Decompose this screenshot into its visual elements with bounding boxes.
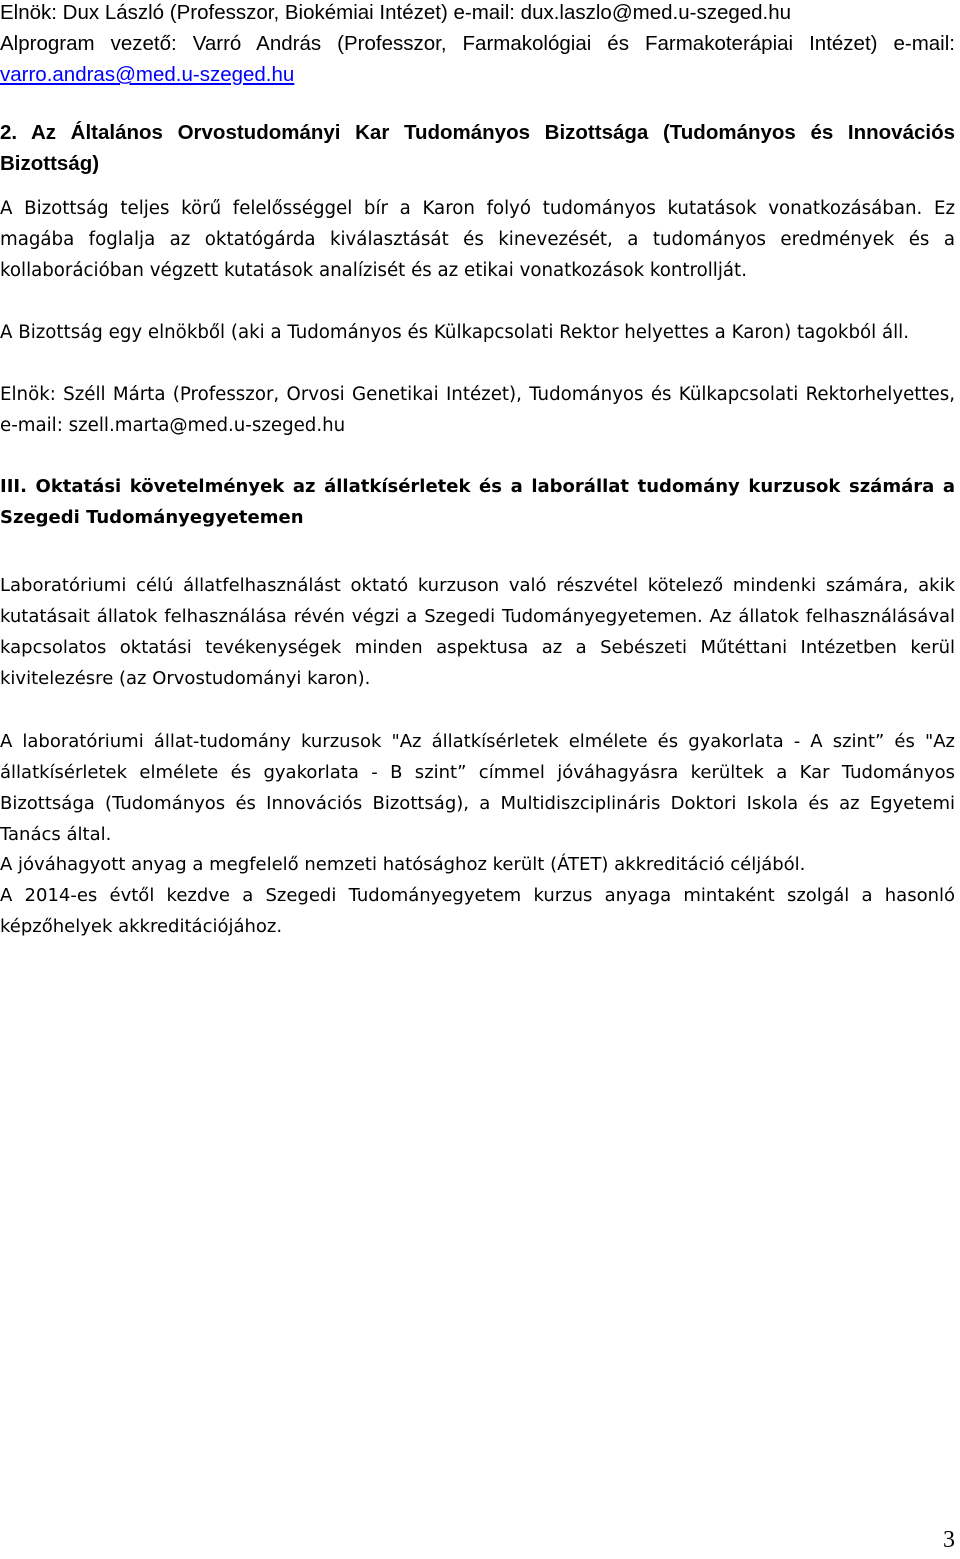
page-number: 3 [943, 1527, 955, 1553]
subprogram-text: Alprogram vezető: Varró András (Professzor, Farmakológiai és Farmakoterápiai Intézet) e-mail: [0, 32, 955, 55]
section3-paragraph-2: A laboratóriumi állat-tudomány kurzusok "Az állatkísérletek elmélete és gyakorlata - A szint” és "Az állatkísérletek elmélete és gyakorlata - B szint” címmel jóváhagyásra kerültek a Kar Tudományos Bizottsága (Tudományos és Innovációs Bizottság), a Multidiszciplináris Doktori Iskola és az Egyetemi Tanács által. [0, 731, 955, 845]
chair-email: dux.laszlo@med.u-szeged.hu [520, 1, 792, 24]
section3-paragraph-4: A 2014-es évtől kezdve a Szegedi Tudományegyetem kurzus anyaga mintaként szolgál a hasonló képzőhelyek akkreditációjához. [0, 885, 955, 937]
subprogram-line [0, 28, 955, 90]
chair-text: Elnök: Dux László (Professzor, Biokémiai Intézet) e-mail: [0, 1, 521, 24]
section3-heading: III. Oktatási követelmények az állatkísérletek és a laborállat tudomány kurzusok számára a Szegedi Tudományegyetemen [0, 476, 955, 528]
section2-paragraph-1: A Bizottság teljes körű felelősséggel bír a Karon folyó tudományos kutatások vonatkozásában. Ez magába foglalja az oktatógárda kiválasztását és kinevezését, a tudományos eredmények és a kollaborációban végzett kutatások analízisét és az etikai vonatkozások kontrollját. [0, 198, 955, 281]
section3-paragraph-1: Laboratóriumi célú állatfelhasználást oktató kurzuson való részvétel kötelező mindenki számára, akik kutatásait állatok felhasználása révén végzi a Szegedi Tudományegyetemen. Az állatok felhasználásával kapcsolatos oktatási tevékenységek minden aspektusa az a Sebészeti Műtéttani Intézetben kerül kivitelezésre (az Orvostudományi karon). [0, 575, 955, 689]
section2-paragraph-2: A Bizottság egy elnökből (aki a Tudományos és Külkapcsolati Rektor helyettes a Karon) tagokból áll. [0, 322, 909, 343]
section2-heading: 2. Az Általános Orvostudományi Kar Tudományos Bizottsága (Tudományos és Innovációs Bizottság) [0, 121, 955, 175]
section3-paragraph-3: A jóváhagyott anyag a megfelelő nemzeti hatósághoz került (ÁTET) akkreditáció céljából. [0, 854, 806, 875]
section2-paragraph-3: Elnök: Széll Márta (Professzor, Orvosi Genetikai Intézet), Tudományos és Külkapcsolati Rektorhelyettes, e-mail: szell.marta@med.u-szeged.hu [0, 384, 955, 436]
subprogram-email-link[interactable]: varro.andras@med.u-szeged.hu [0, 63, 295, 86]
chair-line [0, 0, 955, 28]
